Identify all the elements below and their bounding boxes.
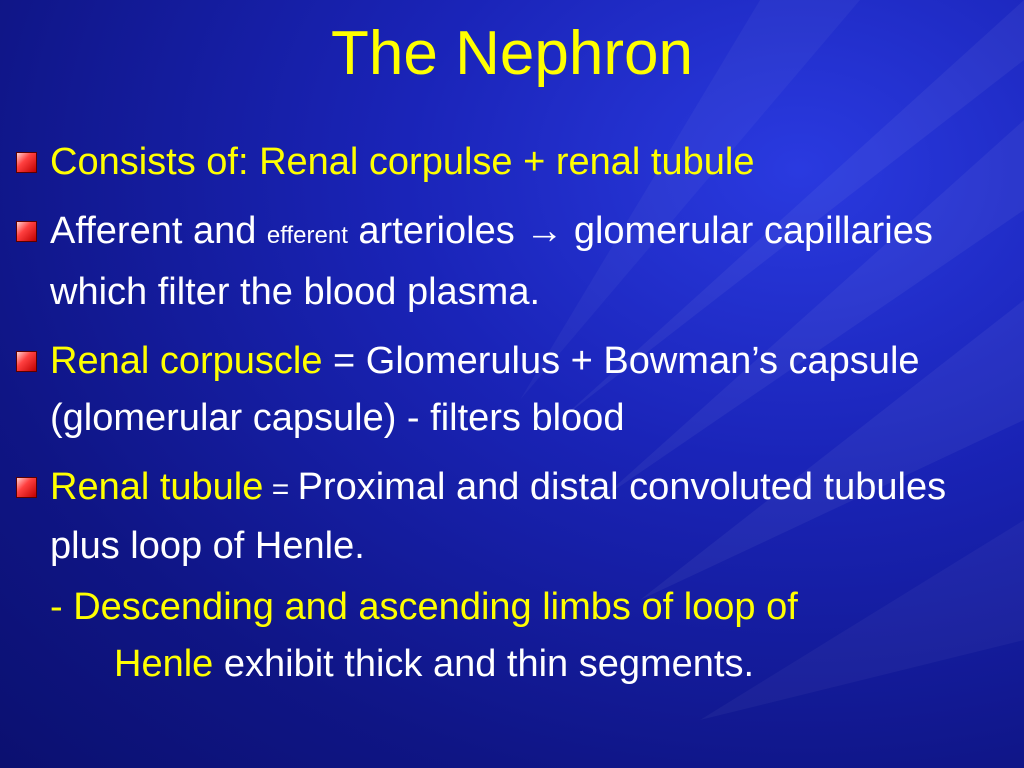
- bullet-text-part: Proximal and distal convoluted tubules plus loop of Henle.: [50, 466, 947, 567]
- bullet-text-small: efferent: [266, 222, 348, 249]
- bullet-square-icon: [16, 221, 37, 242]
- bullet-item: [14, 203, 1004, 321]
- term-highlight: Henle: [114, 643, 214, 685]
- sub-bullet-line2: [50, 636, 1004, 693]
- slide-title: The Nephron: [331, 19, 693, 88]
- bullet-text-part: = Glomerulus + Bowman’s capsule (glomerular capsule) - filters blood: [50, 340, 920, 439]
- sub-bullet-text: exhibit thick and thin segments.: [213, 643, 755, 685]
- bullet-text: Consists of: Renal corpulse + renal tubule: [50, 141, 755, 183]
- sub-bullet: [14, 579, 1004, 693]
- equals-sign: =: [263, 473, 298, 506]
- bullet-text-part: Afferent and: [50, 210, 267, 252]
- bullet-square-icon: [16, 477, 37, 498]
- bullet-square-icon: [16, 152, 37, 173]
- bullet-square-icon: [16, 351, 37, 372]
- bullet-item: [14, 134, 1004, 191]
- term-highlight: Renal corpuscle: [50, 340, 323, 382]
- term-highlight: Renal tubule: [50, 466, 264, 508]
- sub-bullet-line1: - Descending and ascending limbs of loop of: [50, 586, 798, 628]
- bullet-text-part: arterioles → glomerular capillaries which filter the blood plasma.: [50, 210, 933, 313]
- bullet-item: [14, 333, 1004, 447]
- slide-body: [14, 134, 1004, 693]
- bullet-item: [14, 459, 1004, 575]
